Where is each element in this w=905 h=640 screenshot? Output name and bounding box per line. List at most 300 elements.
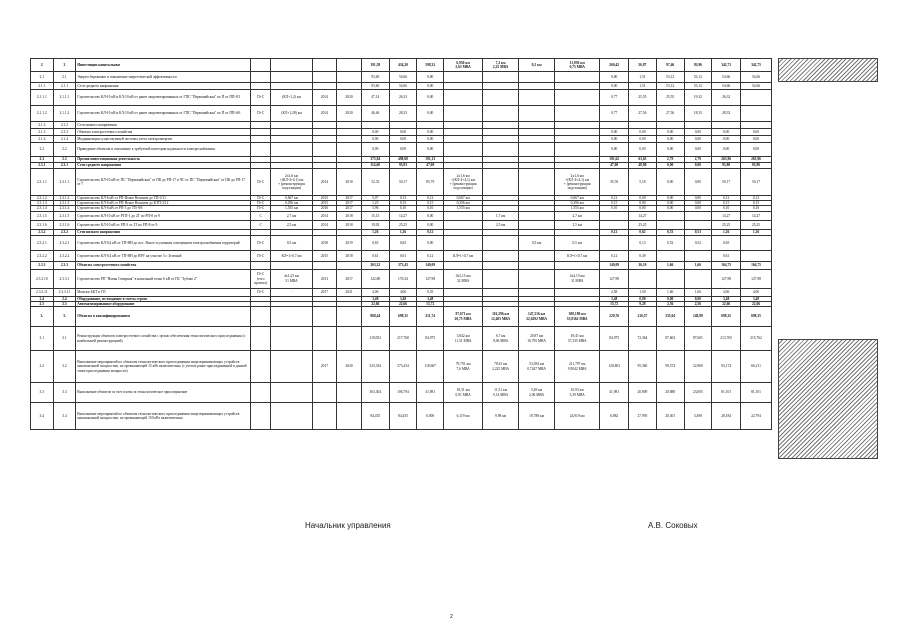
- table-cell: 114,60: [361, 163, 389, 169]
- table-row: [31, 72, 772, 83]
- table-cell: [312, 59, 337, 72]
- table-cell: 2,7 км: [555, 211, 600, 220]
- table-cell: 0,00: [629, 206, 657, 211]
- table-cell: [483, 143, 519, 157]
- table-cell: [629, 269, 657, 288]
- table-cell: Приведение объектов и отношение к требуемой категории надежности электроснабжения: [76, 143, 251, 157]
- table-cell: 93,60: [361, 72, 389, 83]
- table-cell: [519, 261, 555, 269]
- table-cell: 3.4: [31, 403, 54, 430]
- table-cell: [361, 122, 389, 129]
- table-cell: 3,48: [712, 296, 741, 301]
- table-cell: (КЛ+1,2) км: [271, 90, 312, 106]
- table-cell: 47,00: [417, 163, 444, 169]
- table-cell: 2x1,6 км +(КЛ-4+4,1) км + (реконструкция подстанции): [444, 169, 483, 196]
- table-cell: 1,555 км: [555, 206, 600, 211]
- table-cell: 0,00: [684, 143, 712, 157]
- table-cell: [250, 136, 271, 143]
- table-cell: 235,04: [656, 307, 684, 327]
- table-cell: 2017: [312, 351, 337, 383]
- table-cell: 2014: [312, 90, 337, 106]
- table-cell: 52,33: [361, 169, 389, 196]
- table-row: [31, 403, 772, 430]
- table-row: [31, 59, 772, 72]
- table-cell: 147,216 км 22,6292 МВА: [519, 307, 555, 327]
- table-cell: 27,56: [656, 106, 684, 122]
- table-cell: [250, 307, 271, 327]
- table-cell: [250, 143, 271, 157]
- table-cell: Прочая инвестиционная деятельность: [76, 157, 251, 163]
- table-cell: 2014: [312, 220, 337, 229]
- table-cell: 2: [53, 59, 76, 72]
- table-cell: 2.3.1: [53, 163, 76, 169]
- table-cell: [250, 122, 271, 129]
- table-cell: [250, 351, 271, 383]
- table-cell: [312, 261, 337, 269]
- table-row: [31, 220, 772, 229]
- table-cell: 3,842 км 11,51 МВА: [444, 327, 483, 351]
- table-cell: 0,5 км: [519, 235, 555, 250]
- table-cell: [600, 235, 629, 250]
- table-cell: 2017: [337, 269, 362, 288]
- table-cell: 5,490: [684, 403, 712, 430]
- table-cell: 97,671 км 20,75 МВА: [444, 307, 483, 327]
- table-cell: [337, 122, 362, 129]
- table-cell: 81,101: [741, 383, 772, 403]
- table-cell: [555, 106, 600, 122]
- table-cell: 2.1.3: [53, 129, 76, 136]
- table-cell: 0x2,15 км 32 МВА: [444, 269, 483, 288]
- table-cell: [312, 403, 337, 430]
- table-cell: 9,2 км: [519, 59, 555, 72]
- table-cell: [656, 250, 684, 261]
- table-cell: 342,71: [712, 59, 741, 72]
- table-cell: [337, 307, 362, 327]
- table-cell: 72,364: [629, 327, 657, 351]
- table-cell: Строительство КЛ-0,4 кВ от ТП-НН до ВРУ на участке 3 г. Зеленый: [76, 250, 251, 261]
- table-cell: 93,60: [361, 83, 389, 90]
- table-cell: 118,667: [417, 351, 444, 383]
- table-cell: [250, 72, 271, 83]
- table-cell: 2014: [312, 211, 337, 220]
- table-cell: [337, 143, 362, 157]
- table-cell: 2.3.1.3: [31, 201, 54, 206]
- table-cell: 78,61 км 2,225 МВА: [483, 351, 519, 383]
- table-cell: 1,7 км: [483, 211, 519, 220]
- table-cell: 120,803: [600, 351, 629, 383]
- table-row: [31, 143, 772, 157]
- table-cell: 2021: [337, 288, 362, 296]
- table-cell: 0,10: [417, 206, 444, 211]
- table-cell: [519, 136, 555, 143]
- table-cell: 0,00: [389, 136, 417, 143]
- table-cell: 0,77: [600, 90, 629, 106]
- table-cell: 1,66: [684, 288, 712, 296]
- table-cell: 2.1.1.2: [53, 106, 76, 122]
- table-cell: [271, 261, 312, 269]
- table-row: [31, 83, 772, 90]
- table-cell: 698,35: [712, 307, 741, 327]
- table-cell: Автоматизированное оборудование: [76, 301, 251, 306]
- table-cell: 18,33: [684, 106, 712, 122]
- table-cell: 2017: [337, 201, 362, 206]
- table-cell: 2.3.1.6: [31, 220, 54, 229]
- table-row: [31, 106, 772, 122]
- table-cell: [312, 327, 337, 351]
- table-cell: 0,00: [629, 196, 657, 201]
- table-cell: 0,00: [389, 143, 417, 157]
- table-cell: [600, 122, 629, 129]
- table-cell: 4x1,25 км 31 МВА: [271, 269, 312, 288]
- table-cell: 2015: [312, 250, 337, 261]
- table-cell: 0,00: [417, 211, 444, 220]
- table-cell: 263,96: [741, 157, 772, 163]
- table-cell: 14,27: [629, 211, 657, 220]
- table-cell: 2.3.1.5: [31, 211, 54, 220]
- table-cell: 22,794: [741, 403, 772, 430]
- table-cell: П+С: [250, 235, 271, 250]
- table-cell: 0,12: [417, 196, 444, 201]
- table-cell: 47,00: [600, 163, 629, 169]
- table-cell: 2.1.3: [31, 129, 54, 136]
- table-cell: [741, 250, 772, 261]
- table-cell: [555, 288, 600, 296]
- table-cell: 26,32: [712, 90, 741, 106]
- table-cell: 2019: [337, 235, 362, 250]
- table-cell: 0,65: [712, 235, 741, 250]
- table-cell: 9,98 км: [483, 403, 519, 430]
- table-cell: 0,00: [684, 206, 712, 211]
- table-cell: 2020: [337, 106, 362, 122]
- table-cell: 0,00: [417, 106, 444, 122]
- table-cell: [519, 250, 555, 261]
- table-cell: 2.5: [53, 301, 76, 306]
- table-cell: 0,10: [389, 206, 417, 211]
- table-cell: 6,7 км 8,06 МВА: [483, 327, 519, 351]
- table-cell: 2,5 км: [483, 220, 519, 229]
- table-cell: 18,31 км 0,91 МВА: [444, 383, 483, 403]
- table-cell: 53,12: [684, 72, 712, 83]
- table-row: [31, 261, 772, 269]
- table-cell: Объекты электросетевого хозяйства: [76, 261, 251, 269]
- table-row: [31, 250, 772, 261]
- table-cell: 2018: [337, 211, 362, 220]
- table-cell: 2,56: [684, 301, 712, 306]
- table-cell: [250, 261, 271, 269]
- table-cell: 2.2: [31, 143, 54, 157]
- table-cell: [250, 129, 271, 136]
- table-cell: [483, 106, 519, 122]
- table-cell: 2: [31, 59, 54, 72]
- table-cell: [519, 143, 555, 157]
- table-cell: 3.4: [53, 403, 76, 430]
- table-cell: 342,75: [741, 59, 772, 72]
- table-cell: 0,00: [656, 196, 684, 201]
- table-row: [31, 169, 772, 196]
- table-cell: [444, 122, 483, 129]
- table-cell: [741, 106, 772, 122]
- table-cell: 3.1: [31, 327, 54, 351]
- table-cell: [444, 129, 483, 136]
- table-cell: 66,211: [741, 351, 772, 383]
- table-cell: П+С: [250, 90, 271, 106]
- table-cell: [600, 211, 629, 220]
- hatched-area-bottom: [778, 339, 878, 459]
- table-cell: Выполнение объектов за счет платы за технологическое присоединение: [76, 383, 251, 403]
- table-cell: 2.1.4: [31, 136, 54, 143]
- table-cell: 53,584 км 0,7447 МВА: [519, 351, 555, 383]
- table-cell: П+С: [250, 288, 271, 296]
- table-cell: [271, 327, 312, 351]
- table-cell: 2,7 км: [271, 211, 312, 220]
- table-cell: 99,374: [656, 351, 684, 383]
- table-cell: [444, 83, 483, 90]
- table-cell: 434,20: [389, 59, 417, 72]
- table-cell: [483, 122, 519, 129]
- table-cell: Модернизация существующей системы учета электроэнергии: [76, 136, 251, 143]
- table-cell: 5,18: [629, 169, 657, 196]
- table-cell: [656, 220, 684, 229]
- table-cell: [444, 136, 483, 143]
- table-cell: 2x1,6 км +(КЛ-4+4,1) км + (реконструкция подстанции): [555, 169, 600, 196]
- table-cell: 5,07: [361, 196, 389, 201]
- table-cell: [271, 136, 312, 143]
- table-cell: 598,32: [417, 59, 444, 72]
- table-cell: 2.3.1: [31, 163, 54, 169]
- table-cell: 81,101: [712, 383, 741, 403]
- table-cell: [656, 269, 684, 288]
- table-cell: 87,604: [656, 327, 684, 351]
- table-row: [31, 288, 772, 296]
- table-cell: 0,00: [417, 136, 444, 143]
- table-cell: 0,00: [656, 206, 684, 211]
- table-cell: 1,50: [629, 288, 657, 296]
- table-cell: П+С: [250, 201, 271, 206]
- table-cell: 0,296 км: [271, 201, 312, 206]
- table-cell: [337, 383, 362, 403]
- table-cell: [444, 106, 483, 122]
- table-cell: 0,00: [684, 201, 712, 206]
- table-cell: 0,00: [417, 220, 444, 229]
- table-cell: 2016: [312, 206, 337, 211]
- table-cell: 2.4: [53, 296, 76, 301]
- table-cell: 2.1: [31, 72, 54, 83]
- table-cell: 698,35: [741, 307, 772, 327]
- table-cell: 2020: [337, 351, 362, 383]
- table-cell: 2014: [312, 169, 337, 196]
- table-cell: 0,61: [361, 250, 389, 261]
- table-cell: Реконструкция объектов электросетевого хозяйства с целью обеспечения технологического присоединения (с наибольшей реконструкцией): [76, 327, 251, 351]
- table-cell: 27,56: [629, 106, 657, 122]
- table-cell: 2.3.1.4: [53, 206, 76, 211]
- table-cell: 95,80: [741, 163, 772, 169]
- table-cell: 2.3.3.10: [31, 269, 54, 288]
- table-cell: [600, 220, 629, 229]
- table-cell: 22,66: [389, 301, 417, 306]
- table-cell: 0,00: [417, 83, 444, 90]
- table-cell: [312, 83, 337, 90]
- table-cell: 148,89: [684, 307, 712, 327]
- table-cell: 56,87: [629, 59, 657, 72]
- table-row: [31, 327, 772, 351]
- table-cell: [337, 59, 362, 72]
- table-cell: 323,334: [361, 351, 389, 383]
- table-cell: 2018: [337, 169, 362, 196]
- table-cell: 50,17: [389, 169, 417, 196]
- table-cell: 127,98: [741, 269, 772, 288]
- table-cell: 0,00: [712, 136, 741, 143]
- table-cell: 19,92: [361, 220, 389, 229]
- table-row: [31, 129, 772, 136]
- table-cell: 2.1.1: [53, 83, 76, 90]
- table-cell: 0,000: [417, 403, 444, 430]
- table-cell: 25,25: [629, 220, 657, 229]
- page-number: 2: [450, 614, 453, 620]
- table-cell: [337, 261, 362, 269]
- table-cell: 23,005: [684, 383, 712, 403]
- table-cell: [684, 269, 712, 288]
- table-cell: 63,65: [629, 157, 657, 163]
- table-cell: 164,75: [712, 261, 741, 269]
- table-cell: 20,809: [629, 383, 657, 403]
- table-cell: 0,00: [684, 169, 712, 196]
- table-cell: [684, 211, 712, 220]
- table-cell: 2.3.2.1: [31, 235, 54, 250]
- table-cell: Строительство КЛ-10 кВ от РП-3 от 2Т по РП-8 от 9: [76, 220, 251, 229]
- table-cell: 2018: [337, 220, 362, 229]
- table-cell: [444, 143, 483, 157]
- table-cell: 1,555 км: [271, 206, 312, 211]
- table-cell: 2015: [312, 196, 337, 201]
- table-cell: 19,32: [684, 90, 712, 106]
- table-cell: 263,32: [361, 261, 389, 269]
- table-cell: 0,12: [600, 250, 629, 261]
- table-cell: 498,68: [389, 157, 417, 163]
- table-cell: 1,25: [361, 201, 389, 206]
- table-cell: 2.3.3: [31, 261, 54, 269]
- table-cell: 84,455: [361, 403, 389, 430]
- table-cell: 0,53: [656, 229, 684, 235]
- table-cell: 45,93 км 5,39 МВА: [555, 383, 600, 403]
- table-cell: Объекты в квалифицированием: [76, 307, 251, 327]
- table-cell: 0,667 км: [271, 196, 312, 201]
- table-cell: [271, 143, 312, 157]
- table-cell: 0,00: [712, 143, 741, 157]
- table-cell: 25,25: [712, 220, 741, 229]
- table-cell: 2.3.2.2: [31, 250, 54, 261]
- table-cell: Строительство РП "Новая Северная" в начальной точке 6 кВ от ПС "Зубово 2": [76, 269, 251, 288]
- table-cell: [337, 129, 362, 136]
- table-cell: 50,17: [712, 169, 741, 196]
- table-cell: 0,00: [389, 129, 417, 136]
- table-cell: [555, 143, 600, 157]
- table-cell: 1,555 км: [444, 206, 483, 211]
- table-cell: Сети низкого напряжения: [76, 122, 251, 129]
- table-cell: 0,00: [417, 143, 444, 157]
- table-cell: [555, 129, 600, 136]
- table-cell: [337, 403, 362, 430]
- table-cell: 164,75: [741, 261, 772, 269]
- table-cell: [337, 83, 362, 90]
- table-cell: 2.3.3: [53, 261, 76, 269]
- table-cell: 4x2,15 км 31 МВА: [555, 269, 600, 288]
- table-cell: [389, 122, 417, 129]
- table-cell: [519, 211, 555, 220]
- table-cell: 28,184: [712, 403, 741, 430]
- table-cell: 0,00: [629, 201, 657, 206]
- table-cell: 375,84: [361, 157, 389, 163]
- table-cell: Строительство КЛ-10 кВ от РТП-1 до 2Т по РП-8 от 9: [76, 211, 251, 220]
- table-cell: [741, 122, 772, 129]
- table-cell: Строительство КЛ-6 кВ от РП-Ясное Возьмем до КТП-3/12: [76, 201, 251, 206]
- table-cell: 2018: [312, 235, 337, 250]
- table-cell: 0,52: [656, 235, 684, 250]
- table-cell: 25,55: [656, 90, 684, 106]
- table-cell: 54,66: [389, 72, 417, 83]
- table-cell: 176,34: [389, 269, 417, 288]
- table-cell: 0,55: [417, 288, 444, 296]
- table-cell: 36,10: [629, 261, 657, 269]
- table-cell: [271, 403, 312, 430]
- table-cell: [555, 261, 600, 269]
- table-cell: [483, 250, 519, 261]
- table-cell: 0,15: [741, 201, 772, 206]
- table-cell: С: [250, 220, 271, 229]
- table-cell: 2017: [337, 196, 362, 201]
- table-cell: КЛ=1×0,7 км: [555, 250, 600, 261]
- table-cell: 2.3.1.1: [53, 169, 76, 196]
- table-cell: [271, 59, 312, 72]
- table-cell: 0,00: [600, 83, 629, 90]
- table-cell: Монтаж БКТ в ТП: [76, 288, 251, 296]
- table-cell: 2,56: [656, 301, 684, 306]
- table-cell: 2.3.2: [31, 229, 54, 235]
- table-cell: [312, 136, 337, 143]
- table-cell: 25,55: [629, 90, 657, 106]
- table-cell: 217,768: [389, 327, 417, 351]
- table-cell: 22,66: [741, 301, 772, 306]
- table-cell: 26,33: [389, 90, 417, 106]
- table-cell: 0,00: [656, 296, 684, 301]
- table-cell: 93,174: [712, 351, 741, 383]
- table-cell: 0,00: [600, 72, 629, 83]
- table-cell: 1,66: [684, 261, 712, 269]
- hatched-area-top: [778, 58, 878, 82]
- table-cell: Выполнение мероприятий по объектам технологического присоединения энергопринимающих устройств максимальной мощностью, не превышающей 150 кВт включительно: [76, 403, 251, 430]
- table-cell: 373,434: [389, 351, 417, 383]
- table-cell: 2.3.2: [53, 229, 76, 235]
- table-cell: 28,33: [712, 106, 741, 122]
- table-cell: 211,74: [417, 307, 444, 327]
- table-cell: 0,667 км: [444, 196, 483, 201]
- table-cell: 191,58: [361, 59, 389, 72]
- table-cell: [741, 235, 772, 250]
- table-cell: 0,61: [712, 250, 741, 261]
- table-cell: [250, 383, 271, 403]
- table-cell: 213,765: [712, 327, 741, 351]
- table-cell: [444, 72, 483, 83]
- table-cell: 0,12: [712, 196, 741, 201]
- table-cell: П+С: [250, 206, 271, 211]
- table-cell: 140,09: [600, 261, 629, 269]
- table-cell: [712, 122, 741, 129]
- table-cell: 20,888: [656, 383, 684, 403]
- table-cell: 95,360: [629, 351, 657, 383]
- table-cell: 14,27: [389, 211, 417, 220]
- table-cell: 2020: [337, 90, 362, 106]
- table-cell: 3.3: [53, 383, 76, 403]
- table-cell: [629, 122, 657, 129]
